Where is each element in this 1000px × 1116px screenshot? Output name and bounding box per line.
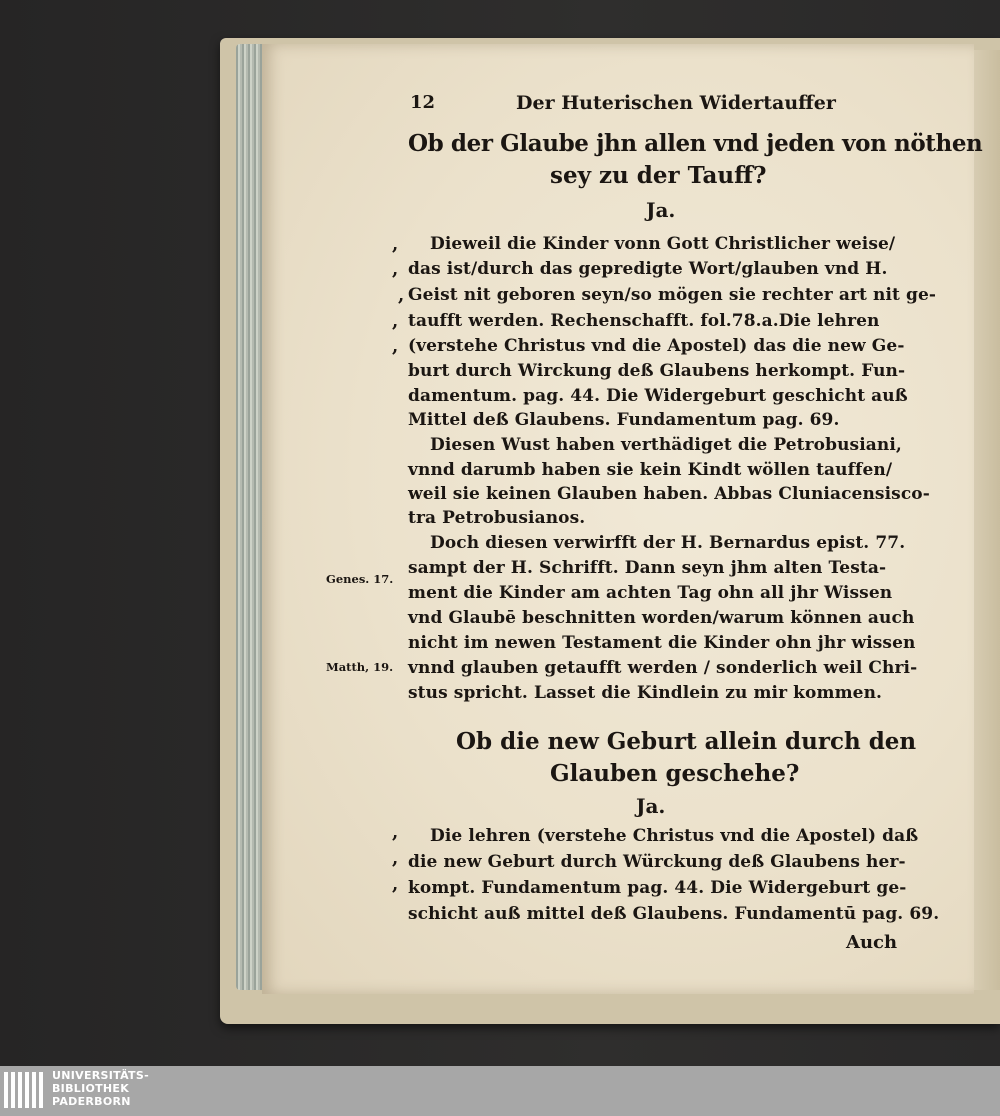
text-line: schicht auß mittel deß Glaubens. Fundamentū pag. 69. [408, 904, 940, 924]
text-line: Dieweil die Kinder vonn Gott Christlicher weise/ [430, 234, 896, 254]
text-line: weil sie keinen Glauben haben. Abbas Cluniacensisco- [408, 484, 930, 504]
margin-note: Matth, 19. [326, 660, 394, 674]
text-line: vnd Glaubē beschnitten worden/warum können auch [408, 608, 915, 628]
text-line: kompt. Fundamentum pag. 44. Die Widergeburt ge- [408, 878, 907, 898]
text-line: Doch diesen verwirfft der H. Bernardus epist. 77. [430, 533, 906, 553]
facing-page-edge [974, 50, 1000, 990]
section-heading: Glauben geschehe? [550, 760, 800, 787]
text-line: damentum. pag. 44. Die Widergeburt geschicht auß [408, 386, 908, 406]
quote-mark: , [392, 848, 399, 869]
library-name-line: PADERBORN [52, 1095, 131, 1108]
library-footer [0, 1066, 1000, 1116]
quote-mark: , [392, 822, 399, 843]
quote-mark: , [392, 874, 399, 895]
section-heading: Ob der Glaube jhn allen vnd jeden von nöthen [408, 130, 983, 157]
text-line: Diesen Wust haben verthädiget die Petrobusiani, [430, 435, 902, 455]
library-name-line: BIBLIOTHEK [52, 1082, 130, 1095]
running-head: Der Huterischen Widertauffer [516, 92, 836, 114]
text-line: Geist nit geboren seyn/so mögen sie rechter art nit ge- [408, 285, 937, 305]
text-line: burt durch Wirckung deß Glaubens herkompt. Fun- [408, 361, 906, 381]
text-line: vnnd glauben getaufft werden / sonderlich weil Chri- [408, 658, 918, 678]
text-line: sampt der H. Schrifft. Dann seyn jhm alten Testa- [408, 558, 887, 578]
answer-label: Ja. [646, 198, 676, 222]
text-line: nicht im newen Testament die Kinder ohn jhr wissen [408, 633, 916, 653]
library-name-line: UNIVERSITÄTS- [52, 1069, 149, 1082]
quote-mark: , [392, 234, 399, 255]
text-line: tra Petrobusianos. [408, 508, 586, 528]
text-line: Mittel deß Glaubens. Fundamentum pag. 69. [408, 410, 840, 430]
catchword: Auch [846, 932, 898, 953]
quote-mark: , [398, 285, 405, 306]
page-number: 12 [410, 92, 436, 113]
quote-mark: , [392, 259, 399, 280]
text-line: taufft werden. Rechenschafft. fol.78.a.Die lehren [408, 311, 880, 331]
margin-note: Genes. 17. [326, 572, 394, 586]
text-line: das ist/durch das gepredigte Wort/glauben vnd H. [408, 259, 888, 279]
text-line: stus spricht. Lasset die Kindlein zu mir kommen. [408, 683, 883, 703]
library-name [52, 1069, 149, 1108]
quote-mark: , [392, 336, 399, 357]
text-line: ment die Kinder am achten Tag ohn all jhr Wissen [408, 583, 893, 603]
section-heading: Ob die new Geburt allein durch den [456, 728, 917, 755]
library-logo-icon [2, 1068, 46, 1112]
section-heading: sey zu der Tauff? [550, 162, 767, 189]
text-line: die new Geburt durch Würckung deß Glaubens her- [408, 852, 906, 872]
text-line: vnnd darumb haben sie kein Kindt wöllen tauffen/ [408, 460, 893, 480]
answer-label: Ja. [636, 794, 666, 818]
text-line: Die lehren (verstehe Christus vnd die Apostel) daß [430, 826, 919, 846]
text-line: (verstehe Christus vnd die Apostel) das die new Ge- [408, 336, 905, 356]
quote-mark: , [392, 311, 399, 332]
